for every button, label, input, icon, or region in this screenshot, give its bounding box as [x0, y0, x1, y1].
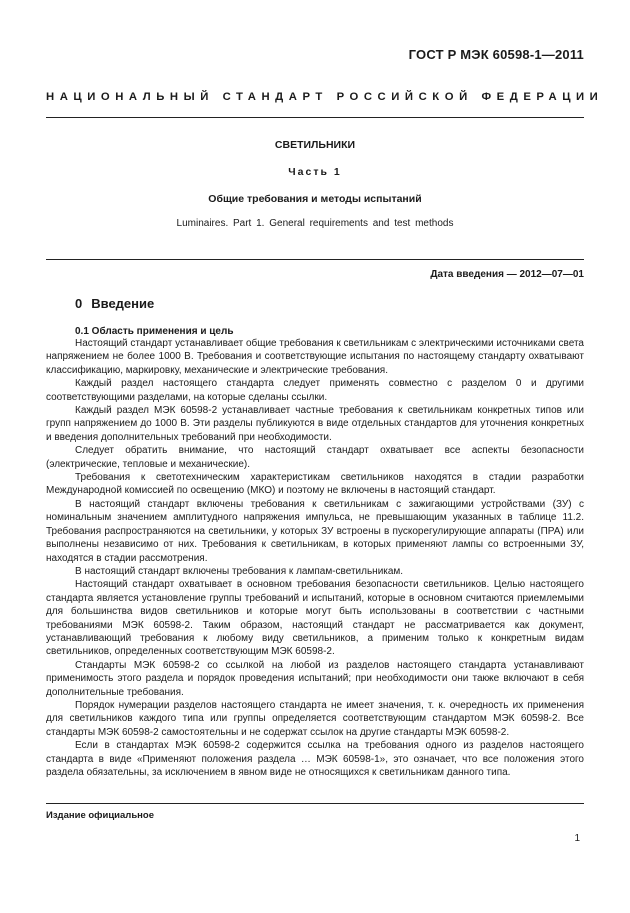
document-code: ГОСТ Р МЭК 60598-1—2011	[408, 47, 584, 62]
paragraph: Стандарты МЭК 60598-2 со ссылкой на любой из разделов настоящего стандарта устанавливают применимость этого раздела и порядок проведения испытаний; при необходимости они также включают в себя дополнительные требования.	[46, 659, 584, 698]
paragraph: Порядок нумерации разделов настоящего стандарта не имеет значения, т. к. очередность их применения для светильников каждого типа или группы определяется соответствующим стандартом МЭК 60598-2. Все стандарты МЭК 60598-2 самостоятельны и не содержат ссылок на другие стандарты МЭК 60598-2.	[46, 699, 584, 738]
official-edition-label: Издание официальное	[46, 810, 154, 821]
section-heading	[75, 296, 163, 311]
paragraph: Настоящий стандарт охватывает в основном требования безопасности светильников. Целью настоящего стандарта является установление группы требований и испытаний, которые в основном считаются приемлемыми для большинства видов светильников и которые могут быть использованы в соответствии с частными требованиями МЭК 60598-2. Таким образом, настоящий стандарт не рассматривается как документ, устанавливающий требования к любому виду светильников, а применим только к конкретным видам светильников, определенных соответствующим МЭК 60598-2.	[46, 579, 584, 658]
top-divider	[46, 117, 584, 118]
part-label: Часть 1	[288, 166, 342, 178]
paragraph: Если в стандартах МЭК 60598-2 содержится ссылка на требования одного из разделов настоящего стандарта в виде «Применяют положения раздела … МЭК 60598-1», это означает, что все положения этого раздела обязательны, за исключением в явном виде не относящихся к светильникам данного типа.	[46, 740, 584, 778]
body-text	[46, 337, 584, 779]
paragraph: Следует обратить внимание, что настоящий стандарт охватывает все аспекты безопасности (электрические, тепловые и механические).	[46, 445, 584, 470]
section-number: 0	[75, 296, 83, 311]
intro-date-value: — 2012—07—01	[506, 269, 584, 280]
introduction-date	[430, 269, 584, 280]
document-title: СВЕТИЛЬНИКИ	[274, 139, 356, 151]
paragraph: В настоящий стандарт включены требования к светильникам с зажигающими устройствами (ЗУ) с номинальным значением амплитудного напряжения импульса, не превышающим указанных в таблице 11.2. Требования распространяются на светильники, у которых ЗУ встроены в пускорегулирующие аппараты (ПРА) или выполнены независимо от них. Требования к светильникам, в которых применяют лампы со встроенными ЗУ, находятся в стадии рассмотрения.	[46, 498, 584, 564]
paragraph: Каждый раздел настоящего стандарта следует применять совместно с разделом 0 и другими соответствующими разделами, на которые сделаны ссылки.	[46, 378, 584, 403]
paragraph: В настоящий стандарт включены требования к лампам-светильникам.	[75, 565, 404, 577]
intro-date-label: Дата введения	[430, 269, 504, 280]
section-title: Введение	[91, 296, 155, 311]
page-number: 1	[574, 833, 580, 844]
paragraph: Настоящий стандарт устанавливает общие требования к светильникам с электрическими источниками света напряжением не более 1000 В. Требования и соответствующие испытания по настоящему стандарту охватывают классификацию, маркировку, механические и электрические требования.	[46, 338, 584, 376]
footer-divider	[46, 803, 584, 804]
english-title: Luminaires. Part 1. General requirements and test methods	[176, 218, 454, 229]
national-standard-heading: НАЦИОНАЛЬНЫЙ СТАНДАРТ РОССИЙСКОЙ ФЕДЕРАЦИИ	[46, 91, 604, 103]
title-divider	[46, 259, 584, 260]
document-subtitle: Общие требования и методы испытаний	[208, 193, 422, 205]
paragraph: Каждый раздел МЭК 60598-2 устанавливает частные требования к светильникам конкретных типов или групп напряжением до 1000 В. Эти разделы публикуются в виде отдельных стандартов для уточнения конкретных и введения дополнительных требований при необходимости.	[46, 405, 584, 443]
subsection-heading: 0.1 Область применения и цель	[75, 326, 234, 337]
paragraph: Требования к светотехническим характеристикам светильников находятся в стадии разработки Международной комиссией по освещению (МКО) и поэтому не включены в настоящий стандарт.	[46, 472, 584, 497]
